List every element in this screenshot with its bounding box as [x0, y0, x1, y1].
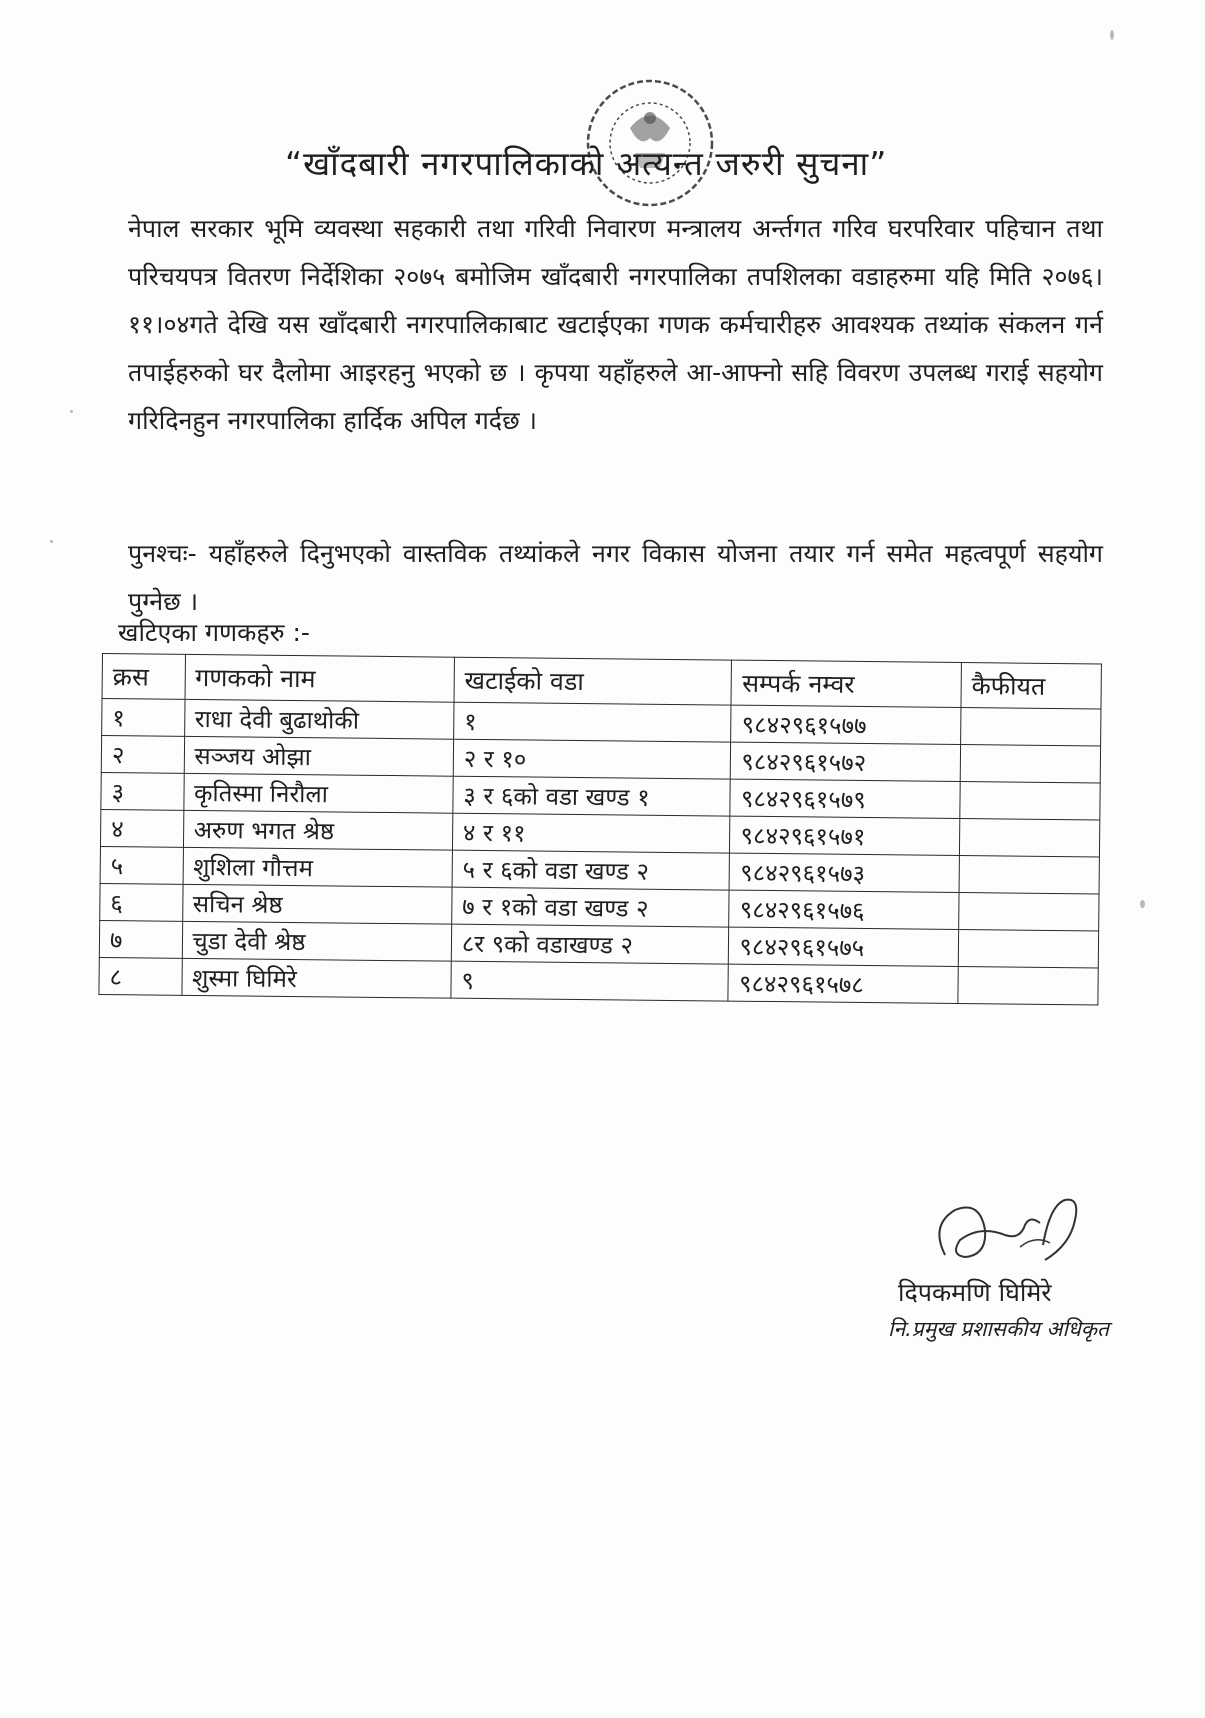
handwritten-signature — [925, 1185, 1095, 1280]
cell-contact: ९८४२९६१५७८ — [728, 964, 958, 1003]
scan-speck — [70, 410, 73, 413]
header-serial: क्रस — [102, 654, 185, 700]
cell-contact: ९८४२९६१५७५ — [729, 927, 959, 966]
cell-name: शुस्मा घिमिरे — [181, 958, 451, 998]
enumerator-list-heading: खटिएका गणकहरु :- — [118, 618, 310, 647]
cell-remarks — [958, 929, 1099, 967]
header-ward: खटाईको वडा — [454, 657, 732, 705]
cell-name: चुडा देवी श्रेष्ठ — [182, 921, 452, 961]
cell-remarks — [959, 855, 1100, 893]
header-contact: सम्पर्क नम्वर — [731, 660, 961, 707]
cell-serial: ६ — [100, 883, 183, 921]
notice-body: नेपाल सरकार भूमि व्यवस्था सहकारी तथा गरिवी निवारण मन्त्रालय अर्न्तगत गरिव घरपरिवार पहिचान तथा परिचयपत्र वितरण निर्देशिका २०७५ बमोजिम खाँदबारी नगरपालिका तपशिलका वडाहरुमा यहि मिति २०७६।११।०४गते देखि यस खाँदबारी नगरपालिकाबाट खटाईएका गणक कर्मचारीहरु आवश्यक तथ्यांक संकलन गर्न तपाईहरुको घर दैलोमा आइरहनु भएको छ । कृपया यहाँहरुले आ-आफ्नो सहि विवरण उपलब्ध गराई सहयोग गरिदिनहुन नगरपालिका हार्दिक अपिल गर्दछ । — [128, 214, 1103, 435]
cell-serial: ५ — [100, 846, 183, 884]
cell-serial: ७ — [99, 920, 182, 958]
cell-remarks — [960, 744, 1101, 782]
header-remarks: कैफीयत — [961, 662, 1102, 708]
cell-ward: ९ — [451, 961, 729, 1001]
cell-remarks — [959, 892, 1100, 930]
cell-name: राधा देवी बुढाथोकी — [184, 699, 454, 739]
notice-title: “खाँदबारी नगरपालिकाको अत्यन्त जरुरी सुचना” — [285, 144, 888, 183]
cell-contact: ९८४२९६१५७७ — [731, 705, 961, 744]
enumerator-table — [98, 653, 1102, 1005]
cell-ward: ३ र ६को वडा खण्ड १ — [453, 776, 731, 816]
scan-speck — [1140, 900, 1145, 908]
cell-serial: ८ — [99, 957, 182, 995]
cell-ward: २ र १० — [453, 739, 731, 779]
signatory-title: नि.प्रमुख प्रशासकीय अधिकृत — [888, 1317, 1109, 1341]
signatory-name: दिपकमणि घिमिरे — [898, 1278, 1052, 1307]
cell-contact: ९८४२९६१५७३ — [730, 853, 960, 892]
notice-postscript: पुनश्चः- यहाँहरुले दिनुभएको वास्तविक तथ्यांकले नगर विकास योजना तयार गर्न समेत महत्वपूर्ण सहयोग पुग्नेछ । — [128, 539, 1103, 616]
header-name: गणकको नाम — [185, 654, 455, 702]
cell-ward: ५ र ६को वडा खण्ड २ — [452, 850, 730, 890]
cell-serial: १ — [102, 699, 185, 737]
cell-remarks — [958, 966, 1099, 1004]
cell-serial: ४ — [100, 809, 183, 847]
cell-serial: ३ — [101, 772, 184, 810]
cell-ward: ४ र ११ — [452, 813, 730, 853]
cell-remarks — [959, 818, 1100, 856]
cell-contact: ९८४२९६१५७९ — [730, 779, 960, 818]
cell-remarks — [960, 781, 1101, 819]
cell-contact: ९८४२९६१५७१ — [730, 816, 960, 855]
cell-remarks — [960, 707, 1101, 745]
cell-serial: २ — [101, 736, 184, 774]
cell-ward: ८र ९को वडाखण्ड २ — [451, 924, 729, 964]
cell-ward: १ — [453, 702, 731, 742]
cell-name: सञ्जय ओझा — [184, 736, 454, 776]
cell-name: अरुण भगत श्रेष्ठ — [183, 810, 453, 850]
cell-contact: ९८४२९६१५७६ — [729, 890, 959, 929]
scan-speck — [50, 540, 53, 543]
scan-speck — [1110, 30, 1114, 40]
cell-ward: ७ र १को वडा खण्ड २ — [452, 887, 730, 927]
cell-name: कृतिस्मा निरौला — [183, 773, 453, 813]
cell-name: शुशिला गौत्तम — [183, 847, 453, 887]
cell-name: सचिन श्रेष्ठ — [182, 884, 452, 924]
cell-contact: ९८४२९६१५७२ — [731, 742, 961, 781]
